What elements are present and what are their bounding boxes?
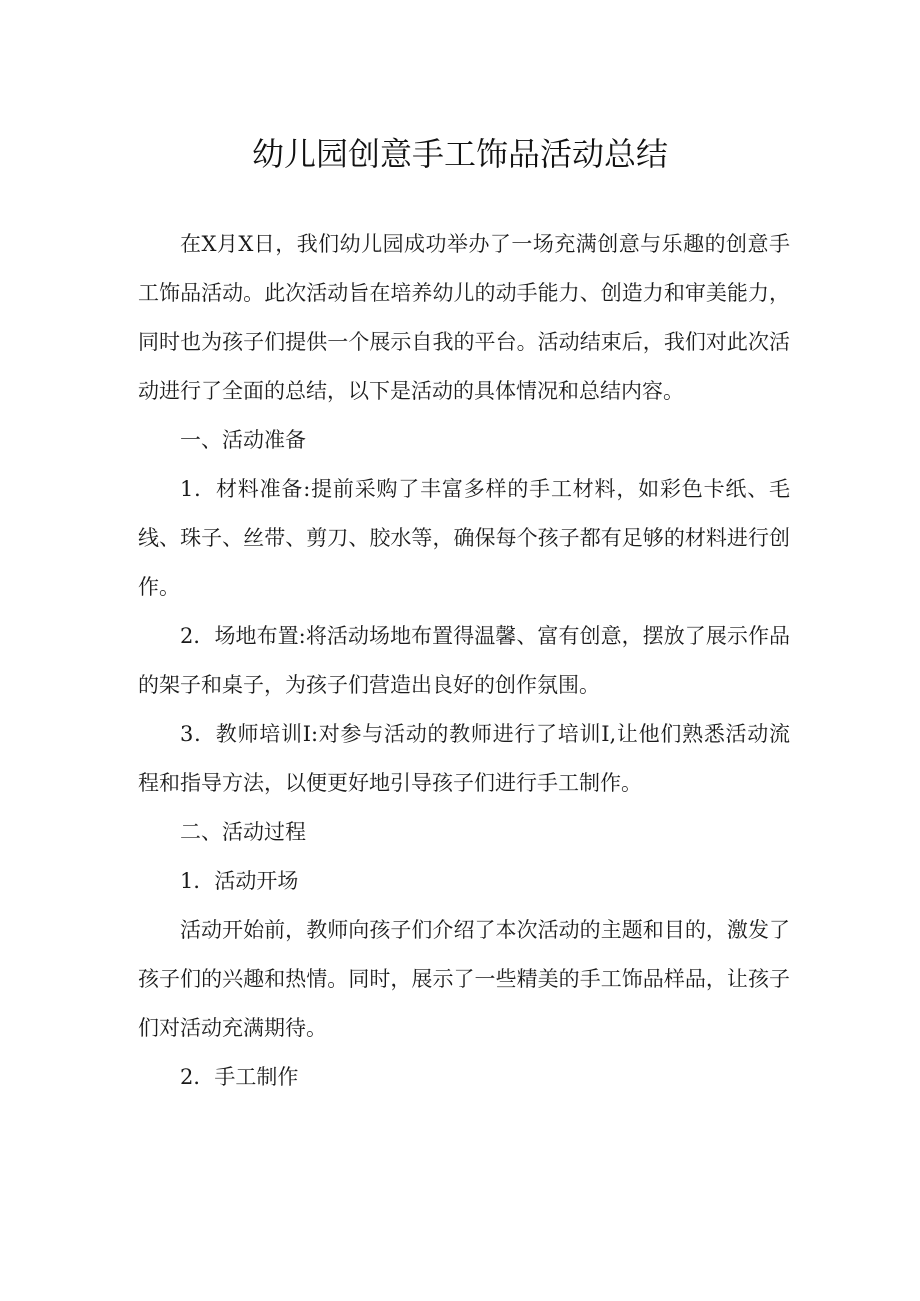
section-heading-preparation: 一、活动准备 <box>180 428 306 452</box>
paragraph-intro: 在X月X日，我们幼儿园成功举办了一场充满创意与乐趣的创意手工饰品活动。此次活动旨在培养幼儿的动手能力、创造力和审美能力，同时也为孩子们提供一个展示自我的平台。活动结束后，我们对此次活动进行了全面的总结，以下是活动的具体情况和总结内容。 <box>138 232 790 403</box>
section-heading-process: 二、活动过程 <box>180 820 306 844</box>
document-title: 幼儿园创意手工饰品活动总结 <box>251 135 668 173</box>
paragraph-teacher-training: 3．教师培训I:对参与活动的教师进行了培训I,让他们熟悉活动流程和指导方法，以便更好地引导孩子们进行手工制作。 <box>138 722 790 795</box>
paragraph-opening: 活动开始前，教师向孩子们介绍了本次活动的主题和目的，激发了孩子们的兴趣和热情。同时，展示了一些精美的手工饰品样品，让孩子们对活动充满期待。 <box>138 918 790 1040</box>
subheading-handcraft: 2．手工制作 <box>180 1065 299 1089</box>
paragraph-materials: 1．材料准备:提前采购了丰富多样的手工材料，如彩色卡纸、毛线、珠子、丝带、剪刀、胶水等，确保每个孩子都有足够的材料进行创作。 <box>138 477 790 599</box>
document-body <box>138 220 790 1102</box>
subheading-opening: 1．活动开场 <box>180 869 299 893</box>
paragraph-venue: 2．场地布置:将活动场地布置得温馨、富有创意，摆放了展示作品的架子和桌子，为孩子们营造出良好的创作氛围。 <box>138 624 790 697</box>
